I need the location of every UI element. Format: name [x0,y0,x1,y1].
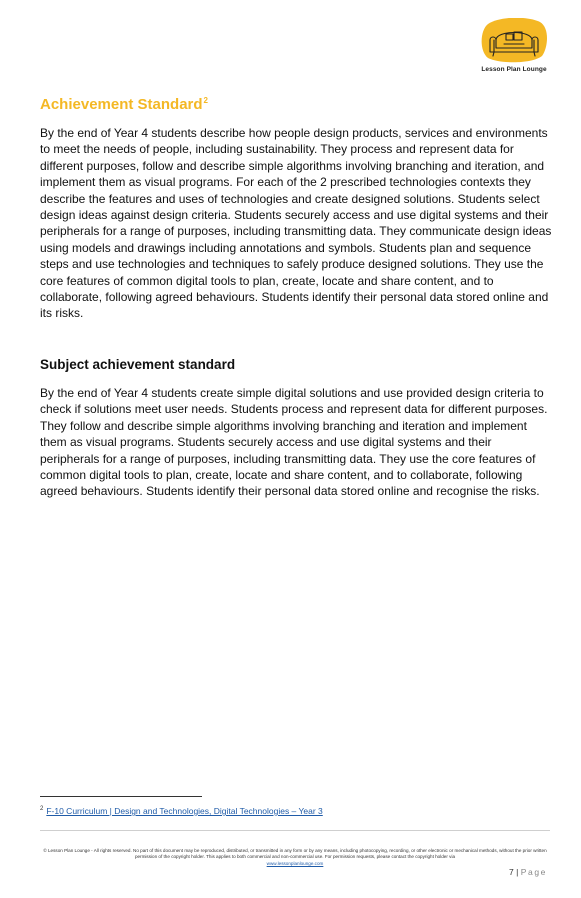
footnote [40,806,323,816]
footnote-divider [40,796,202,797]
copyright-notice [40,848,550,867]
page-number-value: 7 [509,867,514,877]
logo-wordmark: Lesson Plan Lounge [481,66,547,73]
page-word: Page [520,867,547,877]
footnote-reference-marker[interactable]: 2 [203,96,208,105]
website-link[interactable]: www.lessonplanlounge.com [266,860,324,866]
sofa-logo-icon [480,18,548,64]
subject-achievement-heading: Subject achievement standard [40,357,236,372]
achievement-standard-paragraph: By the end of Year 4 students describe how people design products, services and environments to meet the needs of people, including sustainability. They process and represent data for different purposes, follow and describe simple algorithms involving branching and iteration, and implement them as visual programs. For each of the 2 prescribed technologies contexts they describe the features and uses of technologies and create designed solutions. Students select design ideas against design criteria. Students securely access and use digital systems and their peripherals for a range of purposes, including transmitting data. They communicate design ideas using models and drawings including annotations and symbols. Students plan and sequence steps and use technologies and techniques to safely produce designed solutions. They use the core features of common digital tools to plan, create, locate and share content, and to collaborate, following agreed behaviours. Students identify their personal data stored online and its risks. [40,126,552,321]
page-number [509,867,547,877]
copyright-text: © Lesson Plan Lounge - All rights reserved. No part of this document may be reproduced, distributed, or transmitted in any form or by any means, including photocopying, recording, or other electronic or mechanical methods, without the prior written permission of the copyright holder. This applies to both commercial and non-commercial use. For permission requests, please contact the copyright holder via [43,848,547,860]
achievement-standard-heading [40,96,208,113]
page-separator: | [516,867,519,877]
lesson-plan-lounge-logo [478,18,550,78]
curriculum-link[interactable]: F-10 Curriculum | Design and Technologies, Digital Technologies – Year 3 [46,806,323,816]
footer-divider [40,830,550,831]
subject-achievement-paragraph: By the end of Year 4 students create simple digital solutions and use provided design criteria to check if solutions meet user needs. Students process and represent data for different purposes. They follow and describe simple algorithms involving branching and iteration and implement them as visual programs. Students securely access and use digital systems and their peripherals for a range of purposes, including transmitting data. They use the core features of common digital tools to plan, create, locate and share content, and to collaborate, following agreed behaviours. Students identify their personal data stored online and recognise the risks. [40,386,548,499]
footnote-marker: 2 [40,806,44,813]
achievement-heading-text: Achievement Standard [40,96,203,113]
